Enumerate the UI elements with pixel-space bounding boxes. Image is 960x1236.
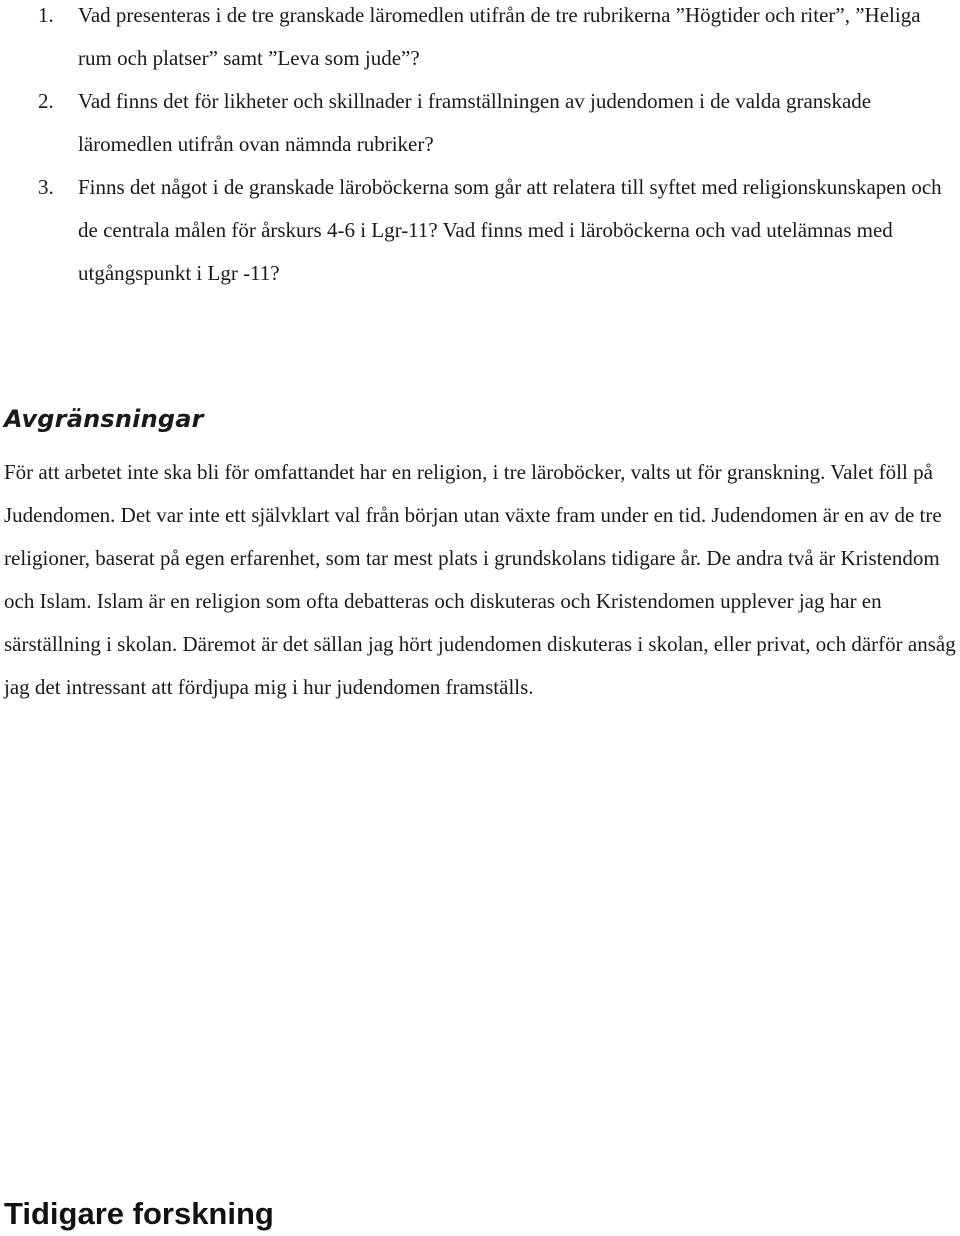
research-questions-list — [0, 0, 960, 295]
list-item — [0, 80, 960, 166]
section-heading-tidigare-forskning: Tidigare forskning — [4, 1196, 274, 1231]
list-item — [0, 166, 960, 295]
list-item-text: Finns det något i de granskade läroböckerna som går att relatera till syftet med religionskunskapen och de centrala målen för årskurs 4-6 i Lgr-11? Vad finns med i läroböckerna och vad utelämnas med utgångspunkt i Lgr -11? — [78, 175, 942, 285]
list-item-number: 1. — [38, 3, 54, 27]
list-item-number: 2. — [38, 89, 54, 113]
list-item-text: Vad presenteras i de tre granskade läromedlen utifrån de tre rubrikerna ”Högtider och riter”, ”Heliga rum och platser” samt ”Leva som jude”? — [78, 3, 921, 70]
list-item — [0, 0, 960, 80]
body-paragraph: För att arbetet inte ska bli för omfattandet har en religion, i tre läroböcker, valts ut för granskning. Valet föll på Judendomen. Det var inte ett självklart val från början utan växte fram under en tid. Judendomen är en av de tre religioner, baserat på egen erfarenhet, som tar mest plats i grundskolans tidigare år. De andra två är Kristendom och Islam. Islam är en religion som ofta debatteras och diskuteras och Kristendomen upplever jag har en särställning i skolan. Däremot är det sällan jag hört judendomen diskuteras i skolan, eller privat, och därför ansåg jag det intressant att fördjupa mig i hur judendomen framställs. — [4, 460, 956, 699]
list-item-text: Vad finns det för likheter och skillnader i framställningen av judendomen i de valda granskade läromedlen utifrån ovan nämnda rubriker? — [78, 89, 872, 156]
section-heading-avgransningar: Avgränsningar — [4, 405, 204, 433]
list-item-number: 3. — [38, 175, 54, 199]
